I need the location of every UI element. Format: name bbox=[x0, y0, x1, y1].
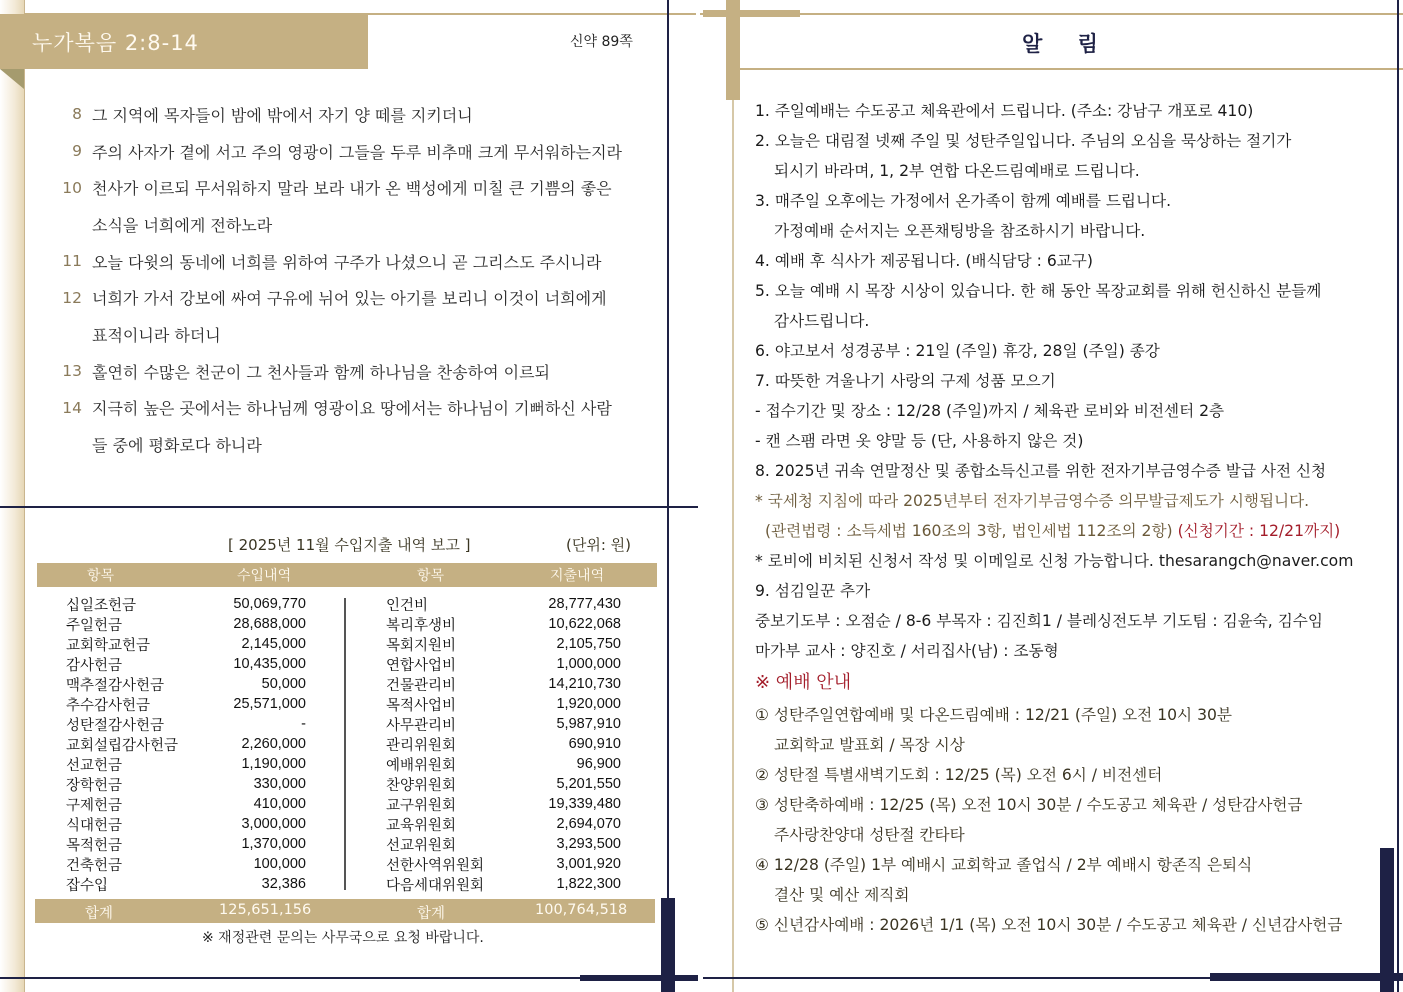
right-header-bottom-rule bbox=[740, 68, 1403, 70]
finance-column-divider bbox=[344, 598, 346, 890]
cross-horizontal bbox=[703, 10, 800, 17]
notice-line: 중보기도부 : 오점순 / 8-6 부목자 : 김진희1 / 블레싱전도부 기도팀 : 김윤숙, 김수임 bbox=[755, 612, 1323, 630]
income-item: 성탄절감사헌금 bbox=[66, 717, 165, 734]
verse-line bbox=[48, 390, 648, 427]
verse-line bbox=[48, 316, 648, 353]
expense-amount: 5,987,910 bbox=[556, 716, 621, 732]
left-page-corner-bar-horizontal bbox=[580, 975, 698, 981]
expense-item: 사무관리비 bbox=[386, 717, 457, 734]
tax-note-2-law: (관련법령 : 소득세법 160조의 3항, 법인세법 112조의 2항) bbox=[765, 522, 1173, 540]
expense-amount: 5,201,550 bbox=[556, 776, 621, 792]
income-item: 선교헌금 bbox=[66, 757, 123, 774]
verse-text: 주의 사자가 곁에 서고 주의 영광이 그들을 두루 비추매 크게 무서워하는지라 bbox=[92, 142, 622, 162]
expense-amount: 28,777,430 bbox=[548, 596, 621, 612]
verse-line bbox=[48, 353, 648, 390]
verse-line bbox=[48, 96, 648, 133]
finance-row bbox=[66, 774, 646, 794]
notice-line: 8. 2025년 귀속 연말정산 및 종합소득신고를 위한 전자기부금영수증 발급 사전 신청 bbox=[755, 462, 1327, 480]
finance-row bbox=[66, 614, 646, 634]
header-expense-item: 항목 bbox=[417, 568, 445, 584]
finance-row bbox=[66, 714, 646, 734]
finance-note: ※ 재정관련 문의는 사무국으로 요청 바랍니다. bbox=[202, 930, 484, 946]
income-amount: 330,000 bbox=[253, 776, 306, 792]
expense-amount: 2,105,750 bbox=[556, 636, 621, 652]
verse-number: 14 bbox=[62, 398, 82, 417]
expense-item: 목적사업비 bbox=[386, 697, 457, 714]
notice-line: - 캔 스팸 라면 옷 양말 등 (단, 사용하지 않은 것) bbox=[755, 432, 1084, 450]
expense-amount: 10,622,068 bbox=[548, 616, 621, 632]
notice-line: 되시기 바라며, 1, 2부 연합 다온드림예배로 드립니다. bbox=[774, 162, 1140, 180]
notices-list bbox=[755, 96, 1380, 940]
notice-line: 5. 오늘 예배 시 목장 시상이 있습니다. 한 해 동안 목장교회를 위해 헌신하신 분들께 bbox=[755, 282, 1322, 300]
finance-row bbox=[66, 674, 646, 694]
verse-number: 11 bbox=[62, 252, 82, 271]
notice-line: 1. 주일예배는 수도공고 체육관에서 드립니다. (주소: 강남구 개포로 410) bbox=[755, 102, 1254, 120]
income-item: 장학헌금 bbox=[66, 777, 123, 794]
expense-amount: 1,920,000 bbox=[556, 696, 621, 712]
income-item: 추수감사헌금 bbox=[66, 697, 151, 714]
income-amount: 50,069,770 bbox=[233, 596, 306, 612]
income-item: 구제헌금 bbox=[66, 797, 123, 814]
right-page-top-rule bbox=[700, 13, 1403, 15]
finance-unit: (단위: 원) bbox=[566, 536, 631, 554]
expense-amount: 2,694,070 bbox=[556, 816, 621, 832]
verse-number bbox=[48, 436, 92, 454]
header-expense-amount: 지출내역 bbox=[550, 568, 605, 584]
income-item: 감사헌금 bbox=[66, 657, 123, 674]
verse-number: 10 bbox=[62, 178, 82, 197]
income-amount: 1,370,000 bbox=[241, 836, 306, 852]
verse-number: 12 bbox=[62, 288, 82, 307]
verse-number bbox=[48, 325, 92, 343]
expense-amount: 690,910 bbox=[568, 736, 621, 752]
verse-number: 8 bbox=[72, 105, 82, 124]
scripture-verses bbox=[48, 96, 648, 463]
header-income-amount: 수입내역 bbox=[237, 568, 292, 584]
finance-report-title: [ 2025년 11월 수입지출 내역 보고 ] bbox=[228, 536, 471, 554]
verse-text: 지극히 높은 곳에서는 하나님께 영광이요 땅에서는 하나님이 기뻐하신 사람 bbox=[92, 399, 612, 419]
finance-row bbox=[66, 834, 646, 854]
expense-amount: 96,900 bbox=[576, 756, 621, 772]
expense-amount: 1,000,000 bbox=[556, 656, 621, 672]
verse-text: 오늘 다윗의 동네에 너희를 위하여 구주가 나셨으니 곧 그리스도 주시니라 bbox=[92, 252, 602, 272]
expense-item: 관리위원회 bbox=[386, 737, 457, 754]
income-amount: 10,435,000 bbox=[233, 656, 306, 672]
income-amount: 50,000 bbox=[261, 676, 306, 692]
expense-item: 복리후생비 bbox=[386, 617, 457, 634]
left-page-vertical-rule bbox=[667, 0, 669, 992]
verse-text: 소식을 너희에게 전하노라 bbox=[92, 215, 273, 235]
right-page-corner-bar-vertical bbox=[1380, 848, 1394, 992]
expense-item: 예배위원회 bbox=[386, 757, 457, 774]
scripture-title: 누가복음 2:8-14 bbox=[32, 31, 199, 55]
title-tab-fold bbox=[0, 69, 24, 89]
expense-amount: 3,001,920 bbox=[556, 856, 621, 872]
spine-line bbox=[24, 0, 25, 992]
income-amount: 2,145,000 bbox=[241, 636, 306, 652]
notice-line: 6. 야고보서 성경공부 : 21일 (주일) 휴강, 28일 (주일) 종강 bbox=[755, 342, 1160, 360]
right-page-corner-bar-horizontal bbox=[1210, 973, 1403, 981]
verse-line bbox=[48, 133, 648, 170]
expense-item: 선한사역위원회 bbox=[386, 857, 485, 874]
income-amount: 100,000 bbox=[253, 856, 306, 872]
binding-spine bbox=[0, 0, 24, 992]
verse-text: 홀연히 수많은 천군이 그 천사들과 함께 하나님을 찬송하여 이르되 bbox=[92, 362, 551, 382]
finance-row bbox=[66, 694, 646, 714]
expense-item: 인건비 bbox=[386, 597, 429, 614]
right-page-vertical-rule bbox=[1397, 0, 1399, 992]
verse-line bbox=[48, 279, 648, 316]
verse-number: 9 bbox=[72, 142, 82, 161]
verse-number: 13 bbox=[62, 362, 82, 381]
expense-total-label: 합계 bbox=[417, 906, 446, 922]
income-amount: 25,571,000 bbox=[233, 696, 306, 712]
income-item: 건축헌금 bbox=[66, 857, 123, 874]
notice-line: 7. 따뜻한 겨울나기 사랑의 구제 성품 모으기 bbox=[755, 372, 1056, 390]
income-item: 목적헌금 bbox=[66, 837, 123, 854]
notice-line: 마가부 교사 : 양진호 / 서리집사(남) : 조동형 bbox=[755, 642, 1059, 660]
finance-table-body bbox=[66, 594, 646, 894]
income-item: 교회학교헌금 bbox=[66, 637, 151, 654]
tax-note-1: * 국세청 지침에 따라 2025년부터 전자기부금영수증 의무발급제도가 시행됩니다. bbox=[755, 492, 1310, 510]
income-total-label: 합계 bbox=[85, 906, 114, 922]
finance-row bbox=[66, 654, 646, 674]
worship-item: ② 성탄절 특별새벽기도회 : 12/25 (목) 오전 6시 / 비전센터 bbox=[755, 766, 1163, 784]
verse-line bbox=[48, 243, 648, 280]
expense-item: 건물관리비 bbox=[386, 677, 457, 694]
verse-line bbox=[48, 426, 648, 463]
left-page-mid-rule bbox=[0, 506, 698, 508]
finance-row bbox=[66, 734, 646, 754]
tax-note-3: * 로비에 비치된 신청서 작성 및 이메일로 신청 가능합니다. thesarangch@naver.com bbox=[755, 552, 1354, 570]
finance-row bbox=[66, 594, 646, 614]
verse-text: 너희가 가서 강보에 싸여 구유에 뉘어 있는 아기를 보리니 이것이 너희에게 bbox=[92, 289, 607, 309]
verse-line bbox=[48, 169, 648, 206]
expense-amount: 3,293,500 bbox=[556, 836, 621, 852]
worship-item: ④ 12/28 (주일) 1부 예배시 교회학교 졸업식 / 2부 예배시 항존직 은퇴식 bbox=[755, 856, 1253, 874]
notice-line: 2. 오늘은 대림절 넷째 주일 및 성탄주일입니다. 주님의 오심을 묵상하는 절기가 bbox=[755, 132, 1292, 150]
finance-row bbox=[66, 634, 646, 654]
worship-item: 주사랑찬양대 성탄절 칸타타 bbox=[774, 826, 965, 844]
expense-total-amount: 100,764,518 bbox=[535, 902, 628, 918]
expense-item: 선교위원회 bbox=[386, 837, 457, 854]
income-item: 교회설립감사헌금 bbox=[66, 737, 179, 754]
right-page-left-rule bbox=[732, 100, 734, 992]
income-amount: 410,000 bbox=[253, 796, 306, 812]
worship-item: 교회학교 발표회 / 목장 시상 bbox=[774, 736, 965, 754]
verse-line bbox=[48, 206, 648, 243]
finance-row bbox=[66, 854, 646, 874]
income-amount: 32,386 bbox=[261, 876, 306, 892]
expense-item: 목회지원비 bbox=[386, 637, 457, 654]
expense-amount: 19,339,480 bbox=[548, 796, 621, 812]
income-item: 십일조헌금 bbox=[66, 597, 137, 614]
expense-item: 교육위원회 bbox=[386, 817, 457, 834]
finance-row bbox=[66, 814, 646, 834]
verse-text: 그 지역에 목자들이 밤에 밖에서 자기 양 떼를 지키더니 bbox=[92, 105, 473, 125]
tax-note-2-deadline: (신청기간 : 12/21까지) bbox=[1177, 522, 1341, 540]
expense-item: 다음세대위원회 bbox=[386, 877, 485, 894]
notice-line: 4. 예배 후 식사가 제공됩니다. (배식담당 : 6교구) bbox=[755, 252, 1093, 270]
notice-line: - 접수기간 및 장소 : 12/28 (주일)까지 / 체육관 로비와 비전센터 2층 bbox=[755, 402, 1225, 420]
page-reference: 신약 89쪽 bbox=[570, 34, 633, 50]
income-item: 주일헌금 bbox=[66, 617, 123, 634]
expense-item: 연합사업비 bbox=[386, 657, 457, 674]
worship-guide-heading: ※ 예배 안내 bbox=[755, 672, 852, 693]
worship-item: ⑤ 신년감사예배 : 2026년 1/1 (목) 오전 10시 30분 / 수도공고 체육관 / 신년감사헌금 bbox=[755, 916, 1343, 934]
worship-item: 결산 및 예산 제직회 bbox=[774, 886, 910, 904]
income-amount: 1,190,000 bbox=[241, 756, 306, 772]
income-item: 식대헌금 bbox=[66, 817, 123, 834]
verse-text: 들 중에 평화로다 하니라 bbox=[92, 436, 262, 456]
expense-amount: 1,822,300 bbox=[556, 876, 621, 892]
notice-line: 가정예배 순서지는 오픈채팅방을 참조하시기 바랍니다. bbox=[774, 222, 1146, 240]
tax-note-2 bbox=[755, 516, 1380, 546]
finance-row bbox=[66, 794, 646, 814]
expense-item: 찬양위원회 bbox=[386, 777, 457, 794]
income-amount: 2,260,000 bbox=[241, 736, 306, 752]
finance-row bbox=[66, 754, 646, 774]
verse-text: 표적이니라 하더니 bbox=[92, 325, 221, 345]
worship-item: ③ 성탄축하예배 : 12/25 (목) 오전 10시 30분 / 수도공고 체육관 / 성탄감사헌금 bbox=[755, 796, 1303, 814]
expense-amount: 14,210,730 bbox=[548, 676, 621, 692]
verse-text: 천사가 이르되 무서워하지 말라 보라 내가 온 백성에게 미칠 큰 기쁨의 좋은 bbox=[92, 179, 612, 199]
income-item: 잡수입 bbox=[66, 877, 109, 894]
notices-title: 알 림 bbox=[1022, 32, 1112, 56]
finance-row bbox=[66, 874, 646, 894]
income-amount: - bbox=[301, 716, 306, 732]
finance-total-row bbox=[35, 899, 655, 923]
worship-item: ① 성탄주일연합예배 및 다온드림예배 : 12/21 (주일) 오전 10시 30분 bbox=[755, 706, 1232, 724]
header-income-item: 항목 bbox=[87, 568, 115, 584]
income-amount: 28,688,000 bbox=[233, 616, 306, 632]
income-item: 맥추절감사헌금 bbox=[66, 677, 165, 694]
notice-line: 3. 매주일 오후에는 가정에서 온가족이 함께 예배를 드립니다. bbox=[755, 192, 1172, 210]
finance-table-header bbox=[37, 563, 657, 587]
verse-number bbox=[48, 215, 92, 233]
income-total-amount: 125,651,156 bbox=[219, 902, 312, 918]
expense-item: 교구위원회 bbox=[386, 797, 457, 814]
notice-line: 9. 섬김일꾼 추가 bbox=[755, 582, 871, 600]
notice-line: 감사드립니다. bbox=[774, 312, 870, 330]
income-amount: 3,000,000 bbox=[241, 816, 306, 832]
